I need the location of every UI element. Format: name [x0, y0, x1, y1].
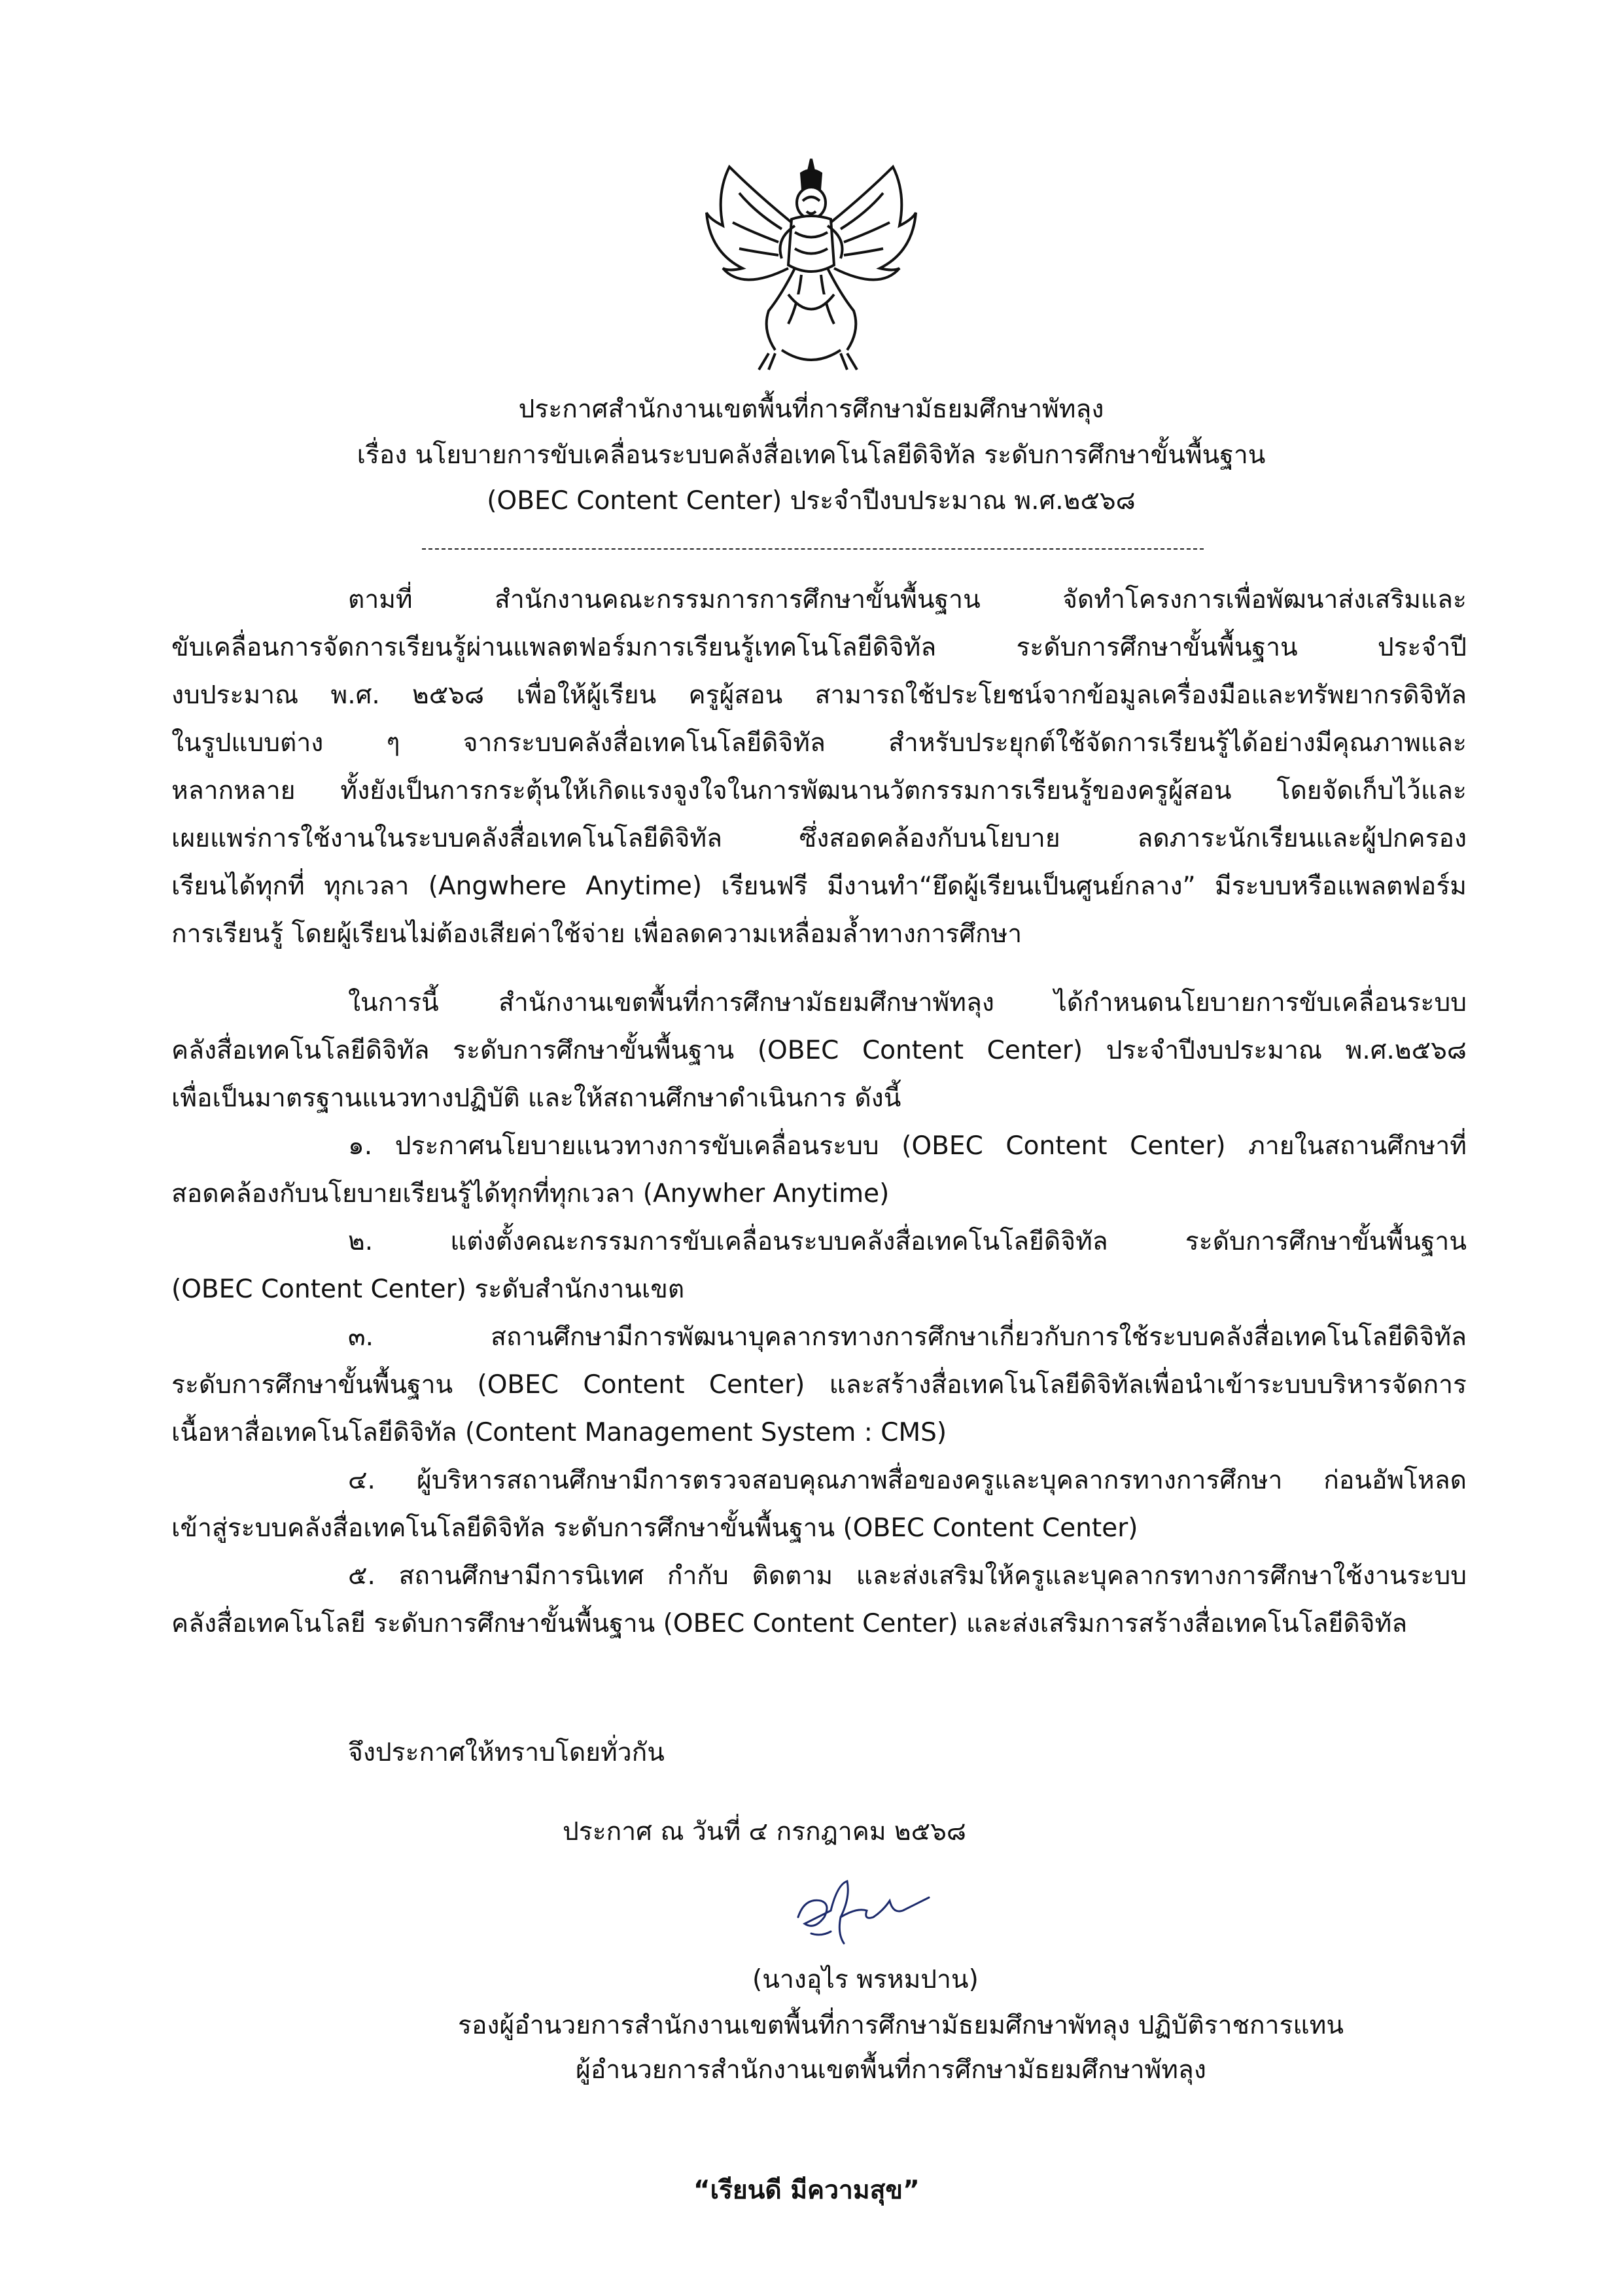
signer-position-2: ผู้อำนวยการสำนักงานเขตพื้นที่การศึกษามัธยมศึกษาพัทลุง — [576, 2055, 1206, 2085]
announcement-date: ประกาศ ณ วันที่ ๔ กรกฎาคม ๒๕๖๘ — [563, 1817, 966, 1846]
para2-line: คลังสื่อเทคโนโลยีดิจิทัล ระดับการศึกษาขั้นพื้นฐาน (OBEC Content Center) ประจำปีงบประมาณ พ.ศ.๒๕๖๘ — [171, 1036, 1467, 1065]
signer-position: รองผู้อำนวยการสำนักงานเขตพื้นที่การศึกษามัธยมศึกษาพัทลุง ปฏิบัติราชการแทน — [458, 2011, 1344, 2040]
handwritten-signature — [785, 1871, 935, 1950]
announcement-title: ประกาศสำนักงานเขตพื้นที่การศึกษามัธยมศึกษาพัทลุง — [518, 395, 1104, 424]
policy-item-2: ๒. แต่งตั้งคณะกรรมการขับเคลื่อนระบบคลังสื่อเทคโนโลยีดิจิทัล ระดับการศึกษาขั้นพื้นฐาน — [348, 1227, 1467, 1256]
policy-item-3: ๓. สถานศึกษามีการพัฒนาบุคลากรทางการศึกษาเกี่ยวกับการใช้ระบบคลังสื่อเทคโนโลยีดิจิทัล — [348, 1322, 1467, 1352]
policy-item-2-cont: (OBEC Content Center) ระดับสำนักงานเขต — [171, 1275, 685, 1304]
header-divider — [422, 548, 1204, 550]
para1-line: เรียนได้ทุกที่ ทุกเวลา (Angwhere Anytime) เรียนฟรี มีงานทำ“ยึดผู้เรียนเป็นศูนย์กลาง” มีระบบหรือแพลตฟอร์ม — [171, 872, 1467, 901]
para2-line: เพื่อเป็นมาตรฐานแนวทางปฏิบัติ และให้สถานศึกษาดำเนินการ ดังนี้ — [171, 1084, 901, 1113]
announcement-subject-cont: (OBEC Content Center) ประจำปีงบประมาณ พ.ศ.๒๕๖๘ — [487, 486, 1136, 516]
para1-line: ในรูปแบบต่าง ๆ จากระบบคลังสื่อเทคโนโลยีดิจิทัล สำหรับประยุกต์ใช้จัดการเรียนรู้ได้อย่างมีคุณภาพและ — [171, 728, 1467, 758]
slogan: “เรียนดี มีความสุข” — [693, 2176, 920, 2205]
policy-item-1-cont: สอดคล้องกับนโยบายเรียนรู้ได้ทุกที่ทุกเวลา (Anywher Anytime) — [171, 1179, 890, 1209]
garuda-emblem-icon — [703, 154, 919, 373]
policy-item-4: ๔. ผู้บริหารสถานศึกษามีการตรวจสอบคุณภาพสื่อของครูและบุคลากรทางการศึกษา ก่อนอัพโหลด — [348, 1466, 1467, 1495]
para2-line: ในการนี้ สำนักงานเขตพื้นที่การศึกษามัธยมศึกษาพัทลุง ได้กำหนดนโยบายการขับเคลื่อนระบบ — [348, 988, 1467, 1017]
para1-line: การเรียนรู้ โดยผู้เรียนไม่ต้องเสียค่าใช้จ่าย เพื่อลดความเหลื่อมล้ำทางการศึกษา — [171, 919, 1022, 949]
closing-statement: จึงประกาศให้ทราบโดยทั่วกัน — [348, 1738, 665, 1767]
para1-line: เผยแพร่การใช้งานในระบบคลังสื่อเทคโนโลยีดิจิทัล ซึ่งสอดคล้องกับนโยบาย ลดภาระนักเรียนและผู้ปกครอง — [171, 824, 1467, 853]
policy-item-4-cont: เข้าสู่ระบบคลังสื่อเทคโนโลยีดิจิทัล ระดับการศึกษาขั้นพื้นฐาน (OBEC Content Center) — [171, 1513, 1138, 1543]
policy-item-1: ๑. ประกาศนโยบายแนวทางการขับเคลื่อนระบบ (OBEC Content Center) ภายในสถานศึกษาที่ — [348, 1131, 1467, 1161]
policy-item-3-cont: ระดับการศึกษาขั้นพื้นฐาน (OBEC Content Center) และสร้างสื่อเทคโนโลยีดิจิทัลเพื่อนำเข้าระบบบริหารจัดการ — [171, 1370, 1467, 1400]
announcement-subject: เรื่อง นโยบายการขับเคลื่อนระบบคลังสื่อเทคโนโลยีดิจิทัล ระดับการศึกษาขั้นพื้นฐาน — [357, 440, 1266, 470]
signer-name: (นางอุไร พรหมปาน) — [752, 1965, 979, 1994]
para1-line: ขับเคลื่อนการจัดการเรียนรู้ผ่านแพลตฟอร์มการเรียนรู้เทคโนโลยีดิจิทัล ระดับการศึกษาขั้นพื้นฐาน ประจำปี — [171, 633, 1467, 662]
para1-line: งบประมาณ พ.ศ. ๒๕๖๘ เพื่อให้ผู้เรียน ครูผู้สอน สามารถใช้ประโยชน์จากข้อมูลเครื่องมือและทรัพยากรดิจิทัล — [171, 680, 1467, 710]
policy-item-5-cont: คลังสื่อเทคโนโลยี ระดับการศึกษาขั้นพื้นฐาน (OBEC Content Center) และส่งเสริมการสร้างสื่อเทคโนโลยีดิจิทัล — [171, 1609, 1408, 1638]
policy-item-5: ๕. สถานศึกษามีการนิเทศ กำกับ ติดตาม และส่งเสริมให้ครูและบุคลากรทางการศึกษาใช้งานระบบ — [348, 1561, 1467, 1591]
policy-item-3-cont: เนื้อหาสื่อเทคโนโลยีดิจิทัล (Content Management System : CMS) — [171, 1418, 947, 1447]
para1-line: ตามที่ สำนักงานคณะกรรมการการศึกษาขั้นพื้นฐาน จัดทำโครงการเพื่อพัฒนาส่งเสริมและ — [348, 585, 1467, 614]
para1-line: หลากหลาย ทั้งยังเป็นการกระตุ้นให้เกิดแรงจูงใจในการพัฒนานวัตกรรมการเรียนรู้ของครูผู้สอน โดยจัดเก็บไว้และ — [171, 776, 1467, 805]
